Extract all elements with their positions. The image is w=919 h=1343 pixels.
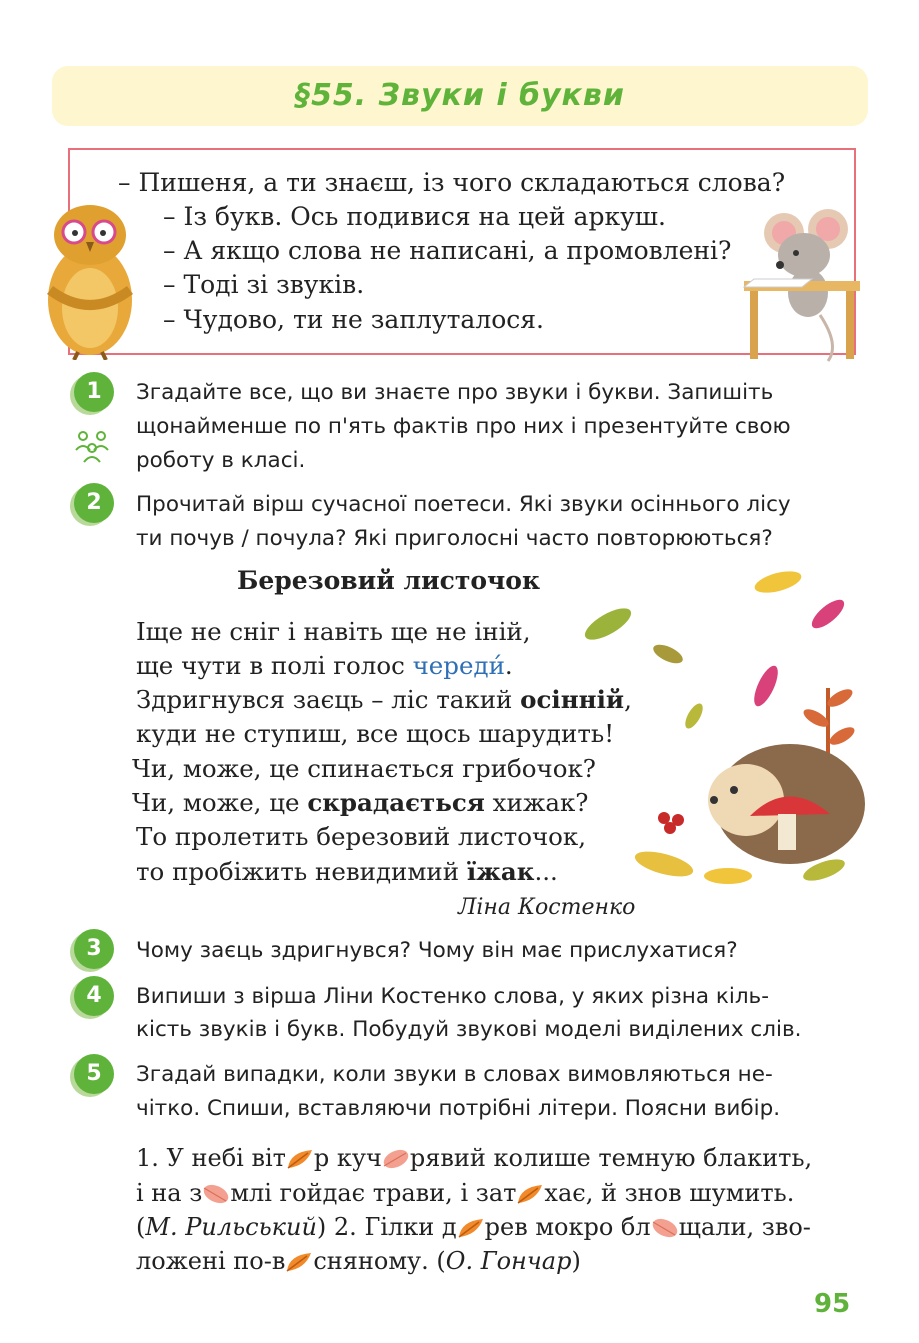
- task-number-badge: 1: [74, 372, 114, 412]
- exercise-text: млі гойдає трави, і зат: [230, 1179, 517, 1207]
- task-text: чітко. Спиши, вставляючи потрібні літери. Поясни вибір.: [136, 1096, 781, 1121]
- hedgehog-leaves-illustration: [578, 568, 868, 898]
- task-text: Згадайте все, що ви знаєте про звуки і букви. Запишіть: [136, 380, 774, 405]
- task-text: Чому заєць здригнувся? Чому він має прислухатися?: [136, 938, 738, 963]
- poem-text: Здригнувся заєць – ліс такий: [136, 685, 521, 714]
- poem-author: Ліна Костенко: [458, 895, 636, 920]
- exercise-text: р куч: [313, 1144, 382, 1172]
- citation-author: М. Рильський: [145, 1213, 317, 1241]
- highlighted-word: їжак: [466, 857, 535, 886]
- task-text: ти почув / почула? Які приголосні часто повторюються?: [136, 526, 773, 551]
- exercise-line: [136, 1141, 812, 1175]
- exercise-text: хає, й знов шумить.: [544, 1179, 795, 1207]
- poem-line: Іще не сніг і навіть ще не іній,: [136, 617, 531, 646]
- orange-leaf-blank-icon: [286, 1148, 314, 1170]
- task-text: щонайменше по п'ять фактів про них і презентуйте свою: [136, 414, 791, 439]
- task-text: Випиши з вірша Ліни Костенко слова, у яких різна кіль-: [136, 984, 769, 1009]
- exercise-text: сняному. (: [313, 1247, 446, 1275]
- pink-leaf-blank-icon: [651, 1217, 679, 1239]
- poem-text: то пробіжить невидимий: [136, 857, 467, 886]
- pink-leaf-blank-icon: [202, 1183, 230, 1205]
- task-number-badge: 4: [74, 976, 114, 1016]
- highlighted-word: скрадається: [307, 788, 485, 817]
- poem-line: [136, 855, 558, 889]
- stressed-word: череди́: [412, 651, 505, 680]
- task-number-badge: 5: [74, 1054, 114, 1094]
- task-number-badge: 2: [74, 483, 114, 523]
- exercise-text: ложені по-в: [136, 1247, 286, 1275]
- poem-line: куди не ступиш, все щось шарудить!: [136, 719, 615, 748]
- exercise-text: ): [571, 1247, 581, 1275]
- highlighted-word: осінній: [520, 685, 625, 714]
- task-text: кість звуків і букв. Побудуй звукові моделі виділених слів.: [136, 1017, 802, 1042]
- poem-text: ,: [624, 685, 632, 714]
- group-work-icon: [74, 428, 110, 464]
- exercise-text: (: [136, 1213, 146, 1241]
- exercise-text: ) 2. Гілки д: [316, 1213, 457, 1241]
- orange-leaf-blank-icon: [516, 1183, 544, 1205]
- dialog-line: – Чудово, ти не заплуталося.: [163, 305, 544, 334]
- poem-text: Чи, може, це: [132, 788, 308, 817]
- dialog-line: – Із букв. Ось подивися на цей аркуш.: [163, 202, 666, 231]
- task-number-badge: 3: [74, 929, 114, 969]
- exercise-line: [136, 1244, 581, 1278]
- exercise-text: рев мокро бл: [484, 1213, 651, 1241]
- title-bar: [52, 66, 868, 126]
- owl-illustration: [40, 200, 140, 360]
- page-title: §55. Звуки і букви: [295, 78, 625, 113]
- poem-line: [132, 786, 588, 820]
- poem-text: хижак?: [484, 788, 589, 817]
- dialog-line: – А якщо слова не написані, а промовлені?: [163, 236, 732, 265]
- mouse-illustration: [740, 205, 865, 363]
- exercise-line: [136, 1176, 794, 1210]
- orange-leaf-blank-icon: [285, 1251, 313, 1273]
- task-text: Згадай випадки, коли звуки в словах вимовляються не-: [136, 1062, 773, 1087]
- poem-line: То пролетить березовий листочок,: [136, 822, 587, 851]
- pink-leaf-blank-icon: [382, 1148, 410, 1170]
- task-text: Прочитай вірш сучасної поетеси. Які звуки осіннього лісу: [136, 492, 791, 517]
- task-text: роботу в класі.: [136, 448, 306, 473]
- page-number: 95: [814, 1289, 851, 1319]
- poem-text: ще чути в полі голос: [136, 651, 413, 680]
- orange-leaf-blank-icon: [457, 1217, 485, 1239]
- poem-line: Чи, може, це спинається грибочок?: [132, 754, 596, 783]
- exercise-text: щали, зво-: [678, 1213, 811, 1241]
- poem-line: [136, 649, 513, 683]
- poem-text: ...: [534, 857, 558, 886]
- poem-line: [136, 683, 632, 717]
- exercise-line: [136, 1210, 811, 1244]
- poem-text: .: [504, 651, 513, 680]
- citation-author: О. Гончар: [445, 1247, 572, 1275]
- exercise-text: рявий колише темную блакить,: [409, 1144, 813, 1172]
- exercise-text: 1. У небі віт: [136, 1144, 286, 1172]
- poem-title: Березовий листочок: [237, 566, 541, 595]
- dialog-line: – Пишеня, а ти знаєш, із чого складаються слова?: [118, 168, 786, 197]
- exercise-text: і на з: [136, 1179, 203, 1207]
- dialog-line: – Тоді зі звуків.: [163, 270, 365, 299]
